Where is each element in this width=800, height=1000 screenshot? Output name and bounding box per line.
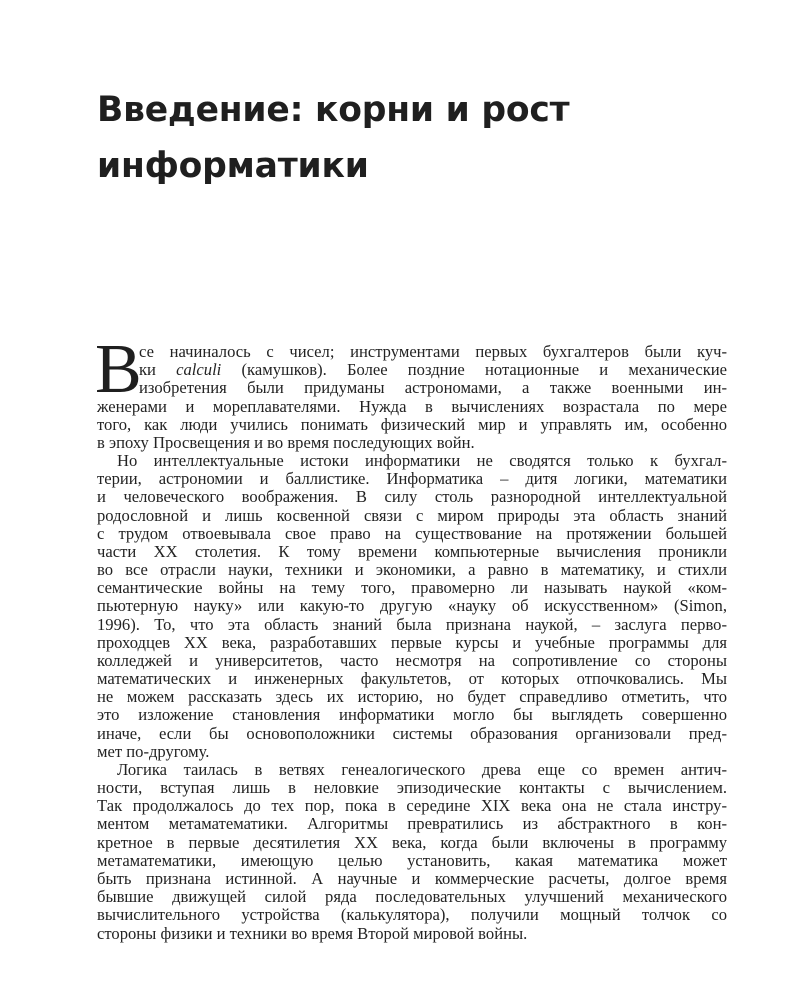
text-line: женерами и мореплавателями. Нужда в вычислениях возрастала по мере	[97, 396, 727, 416]
text-line: Так продолжалось до тех пор, пока в середине XIX века она не стала инстру-	[97, 796, 727, 816]
drop-cap: В	[95, 331, 142, 408]
paragraph-2	[97, 452, 727, 761]
text-line: Логика таилась в ветвях генеалогического древа еще со времен антич-	[117, 759, 727, 779]
italic-term: calculi	[176, 360, 222, 380]
text-fragment: ки	[139, 360, 177, 380]
text-line: быть признана истинной. А научные и коммерческие расчеты, долгое время	[97, 868, 727, 888]
text-line: кретное в первые десятилетия XX века, когда были включены в программу	[97, 832, 727, 852]
text-line: проходцев XX века, разработавших первые курсы и учебные программы для	[97, 632, 727, 652]
text-line: того, как люди учились понимать физический мир и управлять им, особенно	[97, 414, 727, 434]
paragraph-1	[97, 343, 727, 452]
text-line: се начиналось с чисел; инструментами первых бухгалтеров были куч-	[139, 342, 727, 361]
text-line: это изложение становления информатики могло бы выглядеть совершенно	[97, 705, 727, 725]
text-line: иначе, если бы основоположники системы образования организовали пред-	[97, 723, 727, 743]
text-line: части XX столетия. К тому времени компьютерные вычисления проникли	[97, 541, 727, 561]
text-line: бывшие движущей силой ряда последовательных улучшений механического	[97, 887, 727, 907]
chapter-title-line: информатики	[97, 146, 369, 186]
text-line: и человеческого воображения. В силу столь разнородной интеллектуальной	[97, 487, 727, 507]
body-text	[95, 331, 727, 943]
text-line: мет по-другому.	[97, 741, 210, 761]
text-line: не можем рассказать здесь их историю, но будет справедливо отметить, что	[97, 687, 727, 707]
text-fragment: (камушков). Более поздние нотационные и механические	[221, 360, 727, 380]
text-line: изобретения были придуманы астрономами, а также военными ин-	[139, 378, 727, 398]
text-line: стороны физики и техники во время Второй мировой войны.	[97, 923, 528, 943]
text-line: пьютерную науку» или какую-то другую «науку об искусственном» (Simon,	[97, 596, 727, 616]
text-line: Но интеллектуальные истоки информатики не сводятся только к бухгал-	[117, 451, 727, 471]
chapter-title-line: Введение: корни и рост	[97, 90, 570, 130]
text-line: родословной и лишь косвенной связи с миром природы эта область знаний	[97, 505, 727, 525]
text-line: семантические войны на тему того, правомерно ли называть наукой «ком-	[97, 578, 727, 598]
text-line: во все отрасли науки, техники и экономики, а равно в математику, и стихли	[97, 560, 727, 580]
text-line: ности, вступая лишь в неловкие эпизодические контакты с вычислением.	[97, 778, 727, 798]
text-line: вычислительного устройства (калькулятора), получили мощный толчок со	[97, 905, 727, 925]
chapter-title	[97, 82, 737, 194]
text-line: математических и инженерных факультетов, от которых отпочковались. Мы	[97, 669, 727, 689]
text-line: с трудом отвоевывала свое право на существование на протяжении большей	[97, 523, 727, 543]
text-line: колледжей и университетов, часто несмотря на сопротивление со стороны	[97, 650, 727, 670]
text-line: терии, астрономии и баллистике. Информатика – дитя логики, математики	[97, 469, 727, 489]
text-line: метаматематики, имеющую целью установить, какая математика может	[97, 850, 727, 870]
text-line	[139, 361, 727, 379]
text-line: в эпоху Просвещения и во время последующих войн.	[97, 432, 475, 452]
text-line: 1996). То, что эта область знаний была признана наукой, – заслуга перво-	[97, 614, 727, 634]
text-line: ментом метаматематики. Алгоритмы превратились из абстрактного в кон-	[97, 814, 727, 834]
paragraph-3	[97, 761, 727, 943]
